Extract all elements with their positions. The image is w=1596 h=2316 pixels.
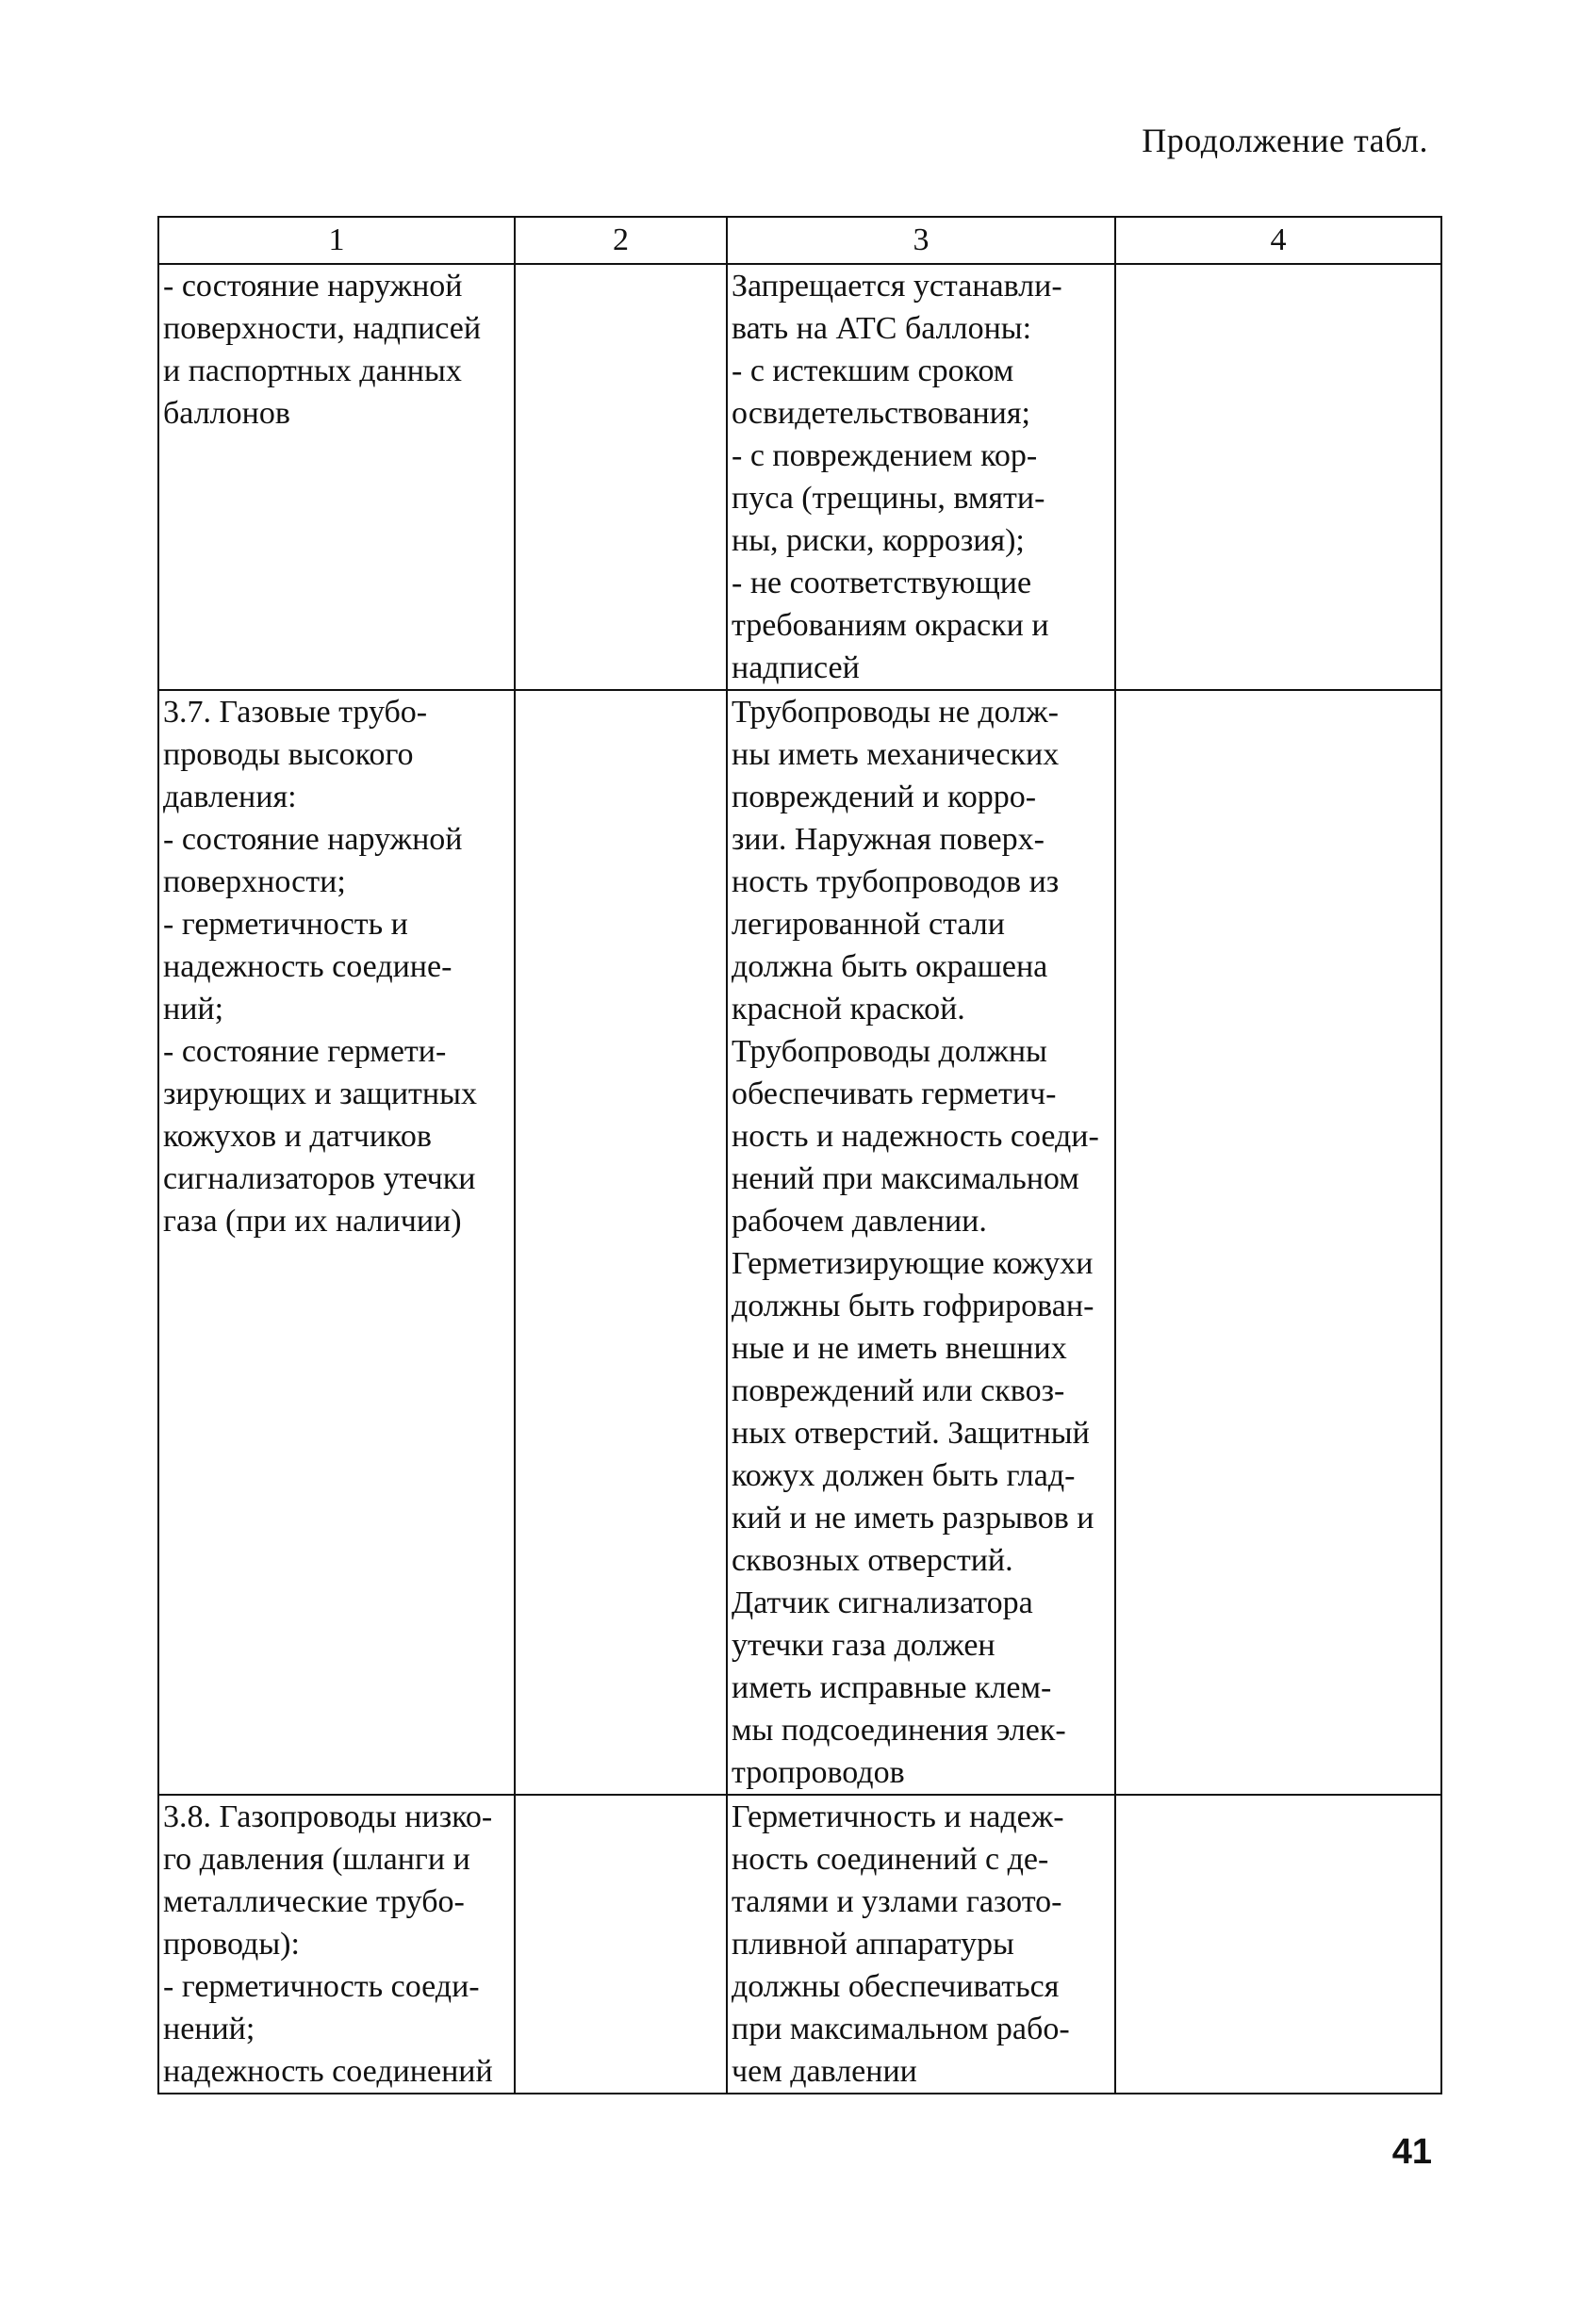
cell-line: требованиям окраски и	[732, 608, 1049, 643]
cell-line: освидетельствования;	[732, 396, 1030, 431]
cell-line: ность соединений с де-	[732, 1842, 1049, 1877]
cell-line: поверхности;	[163, 864, 346, 899]
cell-line: металлические трубо-	[163, 1884, 465, 1919]
cell-line: - герметичность соеди-	[163, 1969, 480, 2004]
cell-line: мы подсоединения элек-	[732, 1713, 1066, 1748]
cell-line: вать на АТС баллоны:	[732, 311, 1032, 346]
cell-line: Трубопроводы должны	[732, 1034, 1047, 1069]
table-row	[158, 1795, 1441, 2094]
cell-line: красной краской.	[732, 992, 965, 1027]
cell-line: - состояние наружной	[163, 269, 463, 304]
cell-line: Трубопроводы не долж-	[732, 695, 1059, 730]
cell-line: сигнализаторов утечки	[163, 1161, 476, 1196]
cell-line: Герметизирующие кожухи	[732, 1246, 1094, 1281]
cell-line: пливной аппаратуры	[732, 1927, 1014, 1962]
cell-line: нений при максимальном	[732, 1161, 1079, 1196]
cell-line: - состояние наружной	[163, 822, 463, 857]
cell-line: го давления (шланги и	[163, 1842, 470, 1877]
cell-line: - с истекшим сроком	[732, 353, 1014, 388]
cell-parameter	[158, 1795, 515, 2094]
cell-line: кожухов и датчиков	[163, 1119, 432, 1154]
cell-line: зии. Наружная поверх-	[732, 822, 1045, 857]
cell-line: ны, риски, коррозия);	[732, 523, 1025, 558]
cell-line: кий и не иметь разрывов и	[732, 1501, 1094, 1536]
cell-column-2	[515, 690, 727, 1795]
cell-line: надписей	[732, 650, 860, 685]
cell-requirement	[727, 690, 1115, 1795]
cell-line: обеспечивать герметич-	[732, 1076, 1057, 1111]
table-row	[158, 264, 1441, 690]
cell-line: поверхности, надписей	[163, 311, 482, 346]
cell-line: надежность соедине-	[163, 949, 452, 984]
cell-line: должны обеспечиваться	[732, 1969, 1060, 2004]
cell-line: ний;	[163, 992, 224, 1027]
cell-line: Герметичность и надеж-	[732, 1799, 1064, 1834]
column-header-3: 3	[727, 217, 1115, 264]
cell-line: ных отверстий. Защитный	[732, 1416, 1090, 1451]
cell-line: - с повреждением кор-	[732, 438, 1038, 473]
cell-parameter	[158, 690, 515, 1795]
cell-line: - состояние гермети-	[163, 1034, 447, 1069]
cell-column-2	[515, 264, 727, 690]
table-header-row	[158, 217, 1441, 264]
cell-line: нений;	[163, 2012, 255, 2046]
cell-line: рабочем давлении.	[732, 1204, 987, 1239]
cell-line: утечки газа должен	[732, 1628, 995, 1663]
cell-line: повреждений и корро-	[732, 780, 1037, 814]
cell-line: газа (при их наличии)	[163, 1204, 462, 1239]
cell-line: зирующих и защитных	[163, 1076, 477, 1111]
cell-line: Датчик сигнализатора	[732, 1585, 1033, 1620]
table-continuation-label: Продолжение табл.	[1142, 122, 1428, 159]
cell-line: надежность соединений	[163, 2054, 493, 2089]
cell-requirement	[727, 264, 1115, 690]
cell-line: проводы высокого	[163, 737, 414, 772]
cell-line: ность трубопроводов из	[732, 864, 1060, 899]
cell-line: тропроводов	[732, 1755, 905, 1790]
cell-line: 3.8. Газопроводы низко-	[163, 1799, 493, 1834]
cell-line: пуса (трещины, вмяти-	[732, 481, 1045, 516]
cell-column-4	[1115, 264, 1441, 690]
requirements-table	[157, 216, 1442, 2094]
cell-line: талями и узлами газото-	[732, 1884, 1062, 1919]
cell-line: ны иметь механических	[732, 737, 1060, 772]
cell-line: сквозных отверстий.	[732, 1543, 1013, 1578]
cell-line: чем давлении	[732, 2054, 917, 2089]
cell-line: повреждений или сквоз-	[732, 1373, 1065, 1408]
cell-line: - не соответствующие	[732, 566, 1032, 600]
cell-requirement	[727, 1795, 1115, 2094]
cell-line: давления:	[163, 780, 297, 814]
cell-line: должна быть окрашена	[732, 949, 1048, 984]
column-header-4: 4	[1115, 217, 1441, 264]
cell-line: проводы):	[163, 1927, 300, 1962]
cell-column-4	[1115, 1795, 1441, 2094]
column-header-2: 2	[515, 217, 727, 264]
cell-line: легированной стали	[732, 907, 1005, 942]
cell-line: при максимальном рабо-	[732, 2012, 1070, 2046]
cell-column-4	[1115, 690, 1441, 1795]
cell-line: иметь исправные клем-	[732, 1670, 1052, 1705]
cell-line: Запрещается устанавли-	[732, 269, 1062, 304]
cell-parameter	[158, 264, 515, 690]
cell-line: и паспортных данных	[163, 353, 462, 388]
cell-line: ность и надежность соеди-	[732, 1119, 1099, 1154]
cell-line: должны быть гофрирован-	[732, 1289, 1094, 1323]
cell-line: баллонов	[163, 396, 290, 431]
cell-column-2	[515, 1795, 727, 2094]
cell-line: кожух должен быть глад-	[732, 1458, 1076, 1493]
cell-line: 3.7. Газовые трубо-	[163, 695, 428, 730]
cell-line: - герметичность и	[163, 907, 408, 942]
cell-line: ные и не иметь внешних	[732, 1331, 1067, 1366]
table-row	[158, 690, 1441, 1795]
column-header-1: 1	[158, 217, 515, 264]
page-number: 41	[1391, 2132, 1432, 2172]
